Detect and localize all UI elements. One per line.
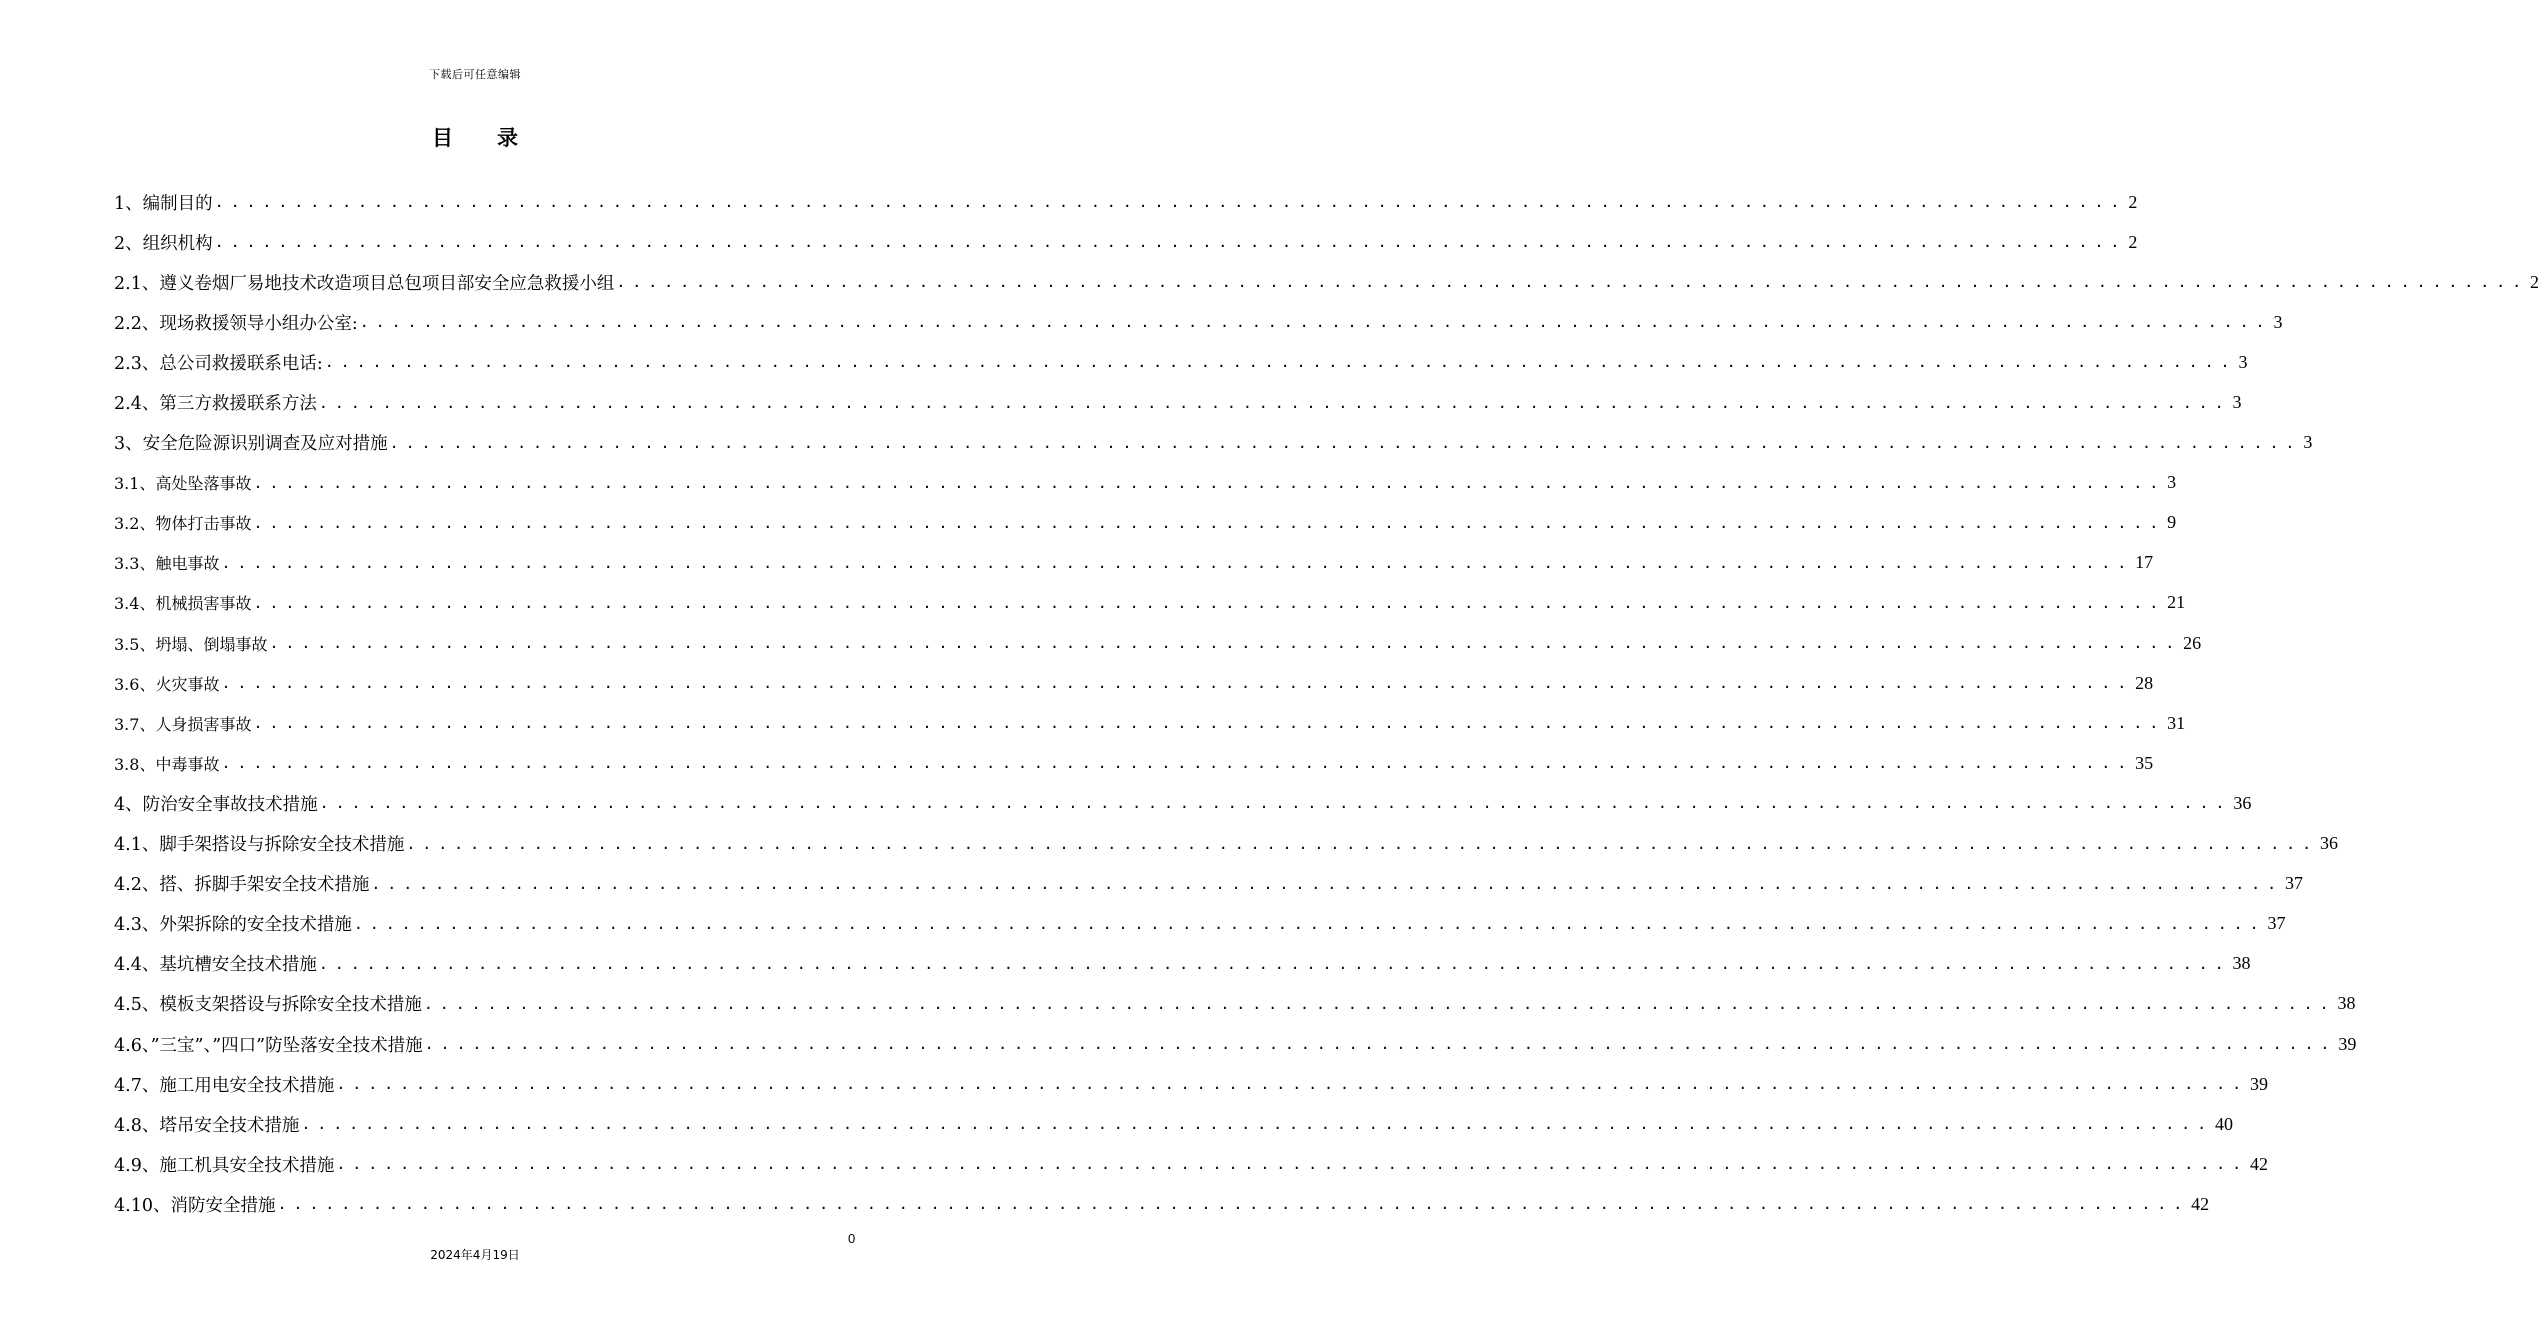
page-title: 目录: [432, 126, 562, 150]
toc-entry-page: 28: [2135, 672, 2154, 693]
toc-entry[interactable]: [114, 1184, 2210, 1224]
toc-entry-page: 17: [2135, 552, 2154, 573]
toc-entry[interactable]: [114, 503, 2177, 543]
dot-leader: ........................................................................................................................: [406, 834, 2319, 853]
toc-entry-page: 2: [2128, 231, 2138, 252]
toc-entry-page: 35: [2135, 752, 2154, 773]
dot-leader: ........................................................................................................................: [269, 634, 2182, 653]
dot-leader: ........................................................................................................................: [214, 193, 2127, 212]
toc-entry[interactable]: [114, 342, 2248, 382]
dot-leader: ........................................................................................................................: [424, 1035, 2337, 1054]
dot-leader: ........................................................................................................................: [319, 794, 2232, 813]
dot-leader: ........................................................................................................................: [389, 433, 2302, 452]
toc-entry[interactable]: [114, 1064, 2269, 1104]
toc-entry[interactable]: [114, 864, 2304, 904]
toc-entry-page: 37: [2285, 873, 2304, 894]
toc-entry-page: 37: [2267, 913, 2286, 934]
dot-leader: ........................................................................................................................: [336, 1155, 2249, 1174]
toc-entry[interactable]: [114, 1024, 2357, 1064]
toc-entry-page: 38: [2232, 953, 2251, 974]
dot-leader: ........................................................................................................................: [353, 914, 2266, 933]
toc-entry-page: 26: [2183, 632, 2202, 653]
toc-entry[interactable]: [114, 1144, 2269, 1184]
toc-entry-label: 3.3、触电事故: [114, 554, 220, 574]
toc-entry[interactable]: [114, 583, 2186, 623]
toc-entry-page: 36: [2233, 792, 2252, 813]
toc-entry-page: 21: [2167, 592, 2186, 613]
dot-leader: ........................................................................................................................: [253, 593, 2166, 612]
toc-entry-page: 31: [2167, 712, 2186, 733]
toc-entry-page: 3: [2303, 432, 2313, 453]
dot-leader: ........................................................................................................................: [221, 674, 2134, 693]
dot-leader: ........................................................................................................................: [616, 273, 2529, 292]
toc-entry-page: 3: [2273, 311, 2283, 332]
toc-entry[interactable]: [114, 743, 2154, 783]
toc-entry-page: 3: [2167, 472, 2177, 493]
toc-entry[interactable]: [114, 302, 2283, 342]
toc-entry-page: 36: [2320, 833, 2339, 854]
toc-entry-label: 4.6、”三宝”、”四口”防坠落安全技术措施: [114, 1035, 423, 1056]
dot-leader: ........................................................................................................................: [277, 1195, 2190, 1214]
toc-entry-label: 4.3、外架拆除的安全技术措施: [114, 915, 352, 936]
toc-entry-label: 4.2、搭、拆脚手架安全技术措施: [114, 875, 370, 896]
dot-leader: ........................................................................................................................: [318, 393, 2231, 412]
toc-entry-page: 42: [2191, 1193, 2210, 1214]
toc-entry[interactable]: [114, 783, 2252, 823]
toc-entry[interactable]: [114, 904, 2286, 944]
toc-entry[interactable]: [114, 382, 2242, 422]
toc-entry-label: 3.5、坍塌、倒塌事故: [114, 634, 268, 654]
toc-entry[interactable]: [114, 623, 2202, 663]
toc-entry[interactable]: [114, 703, 2186, 743]
toc-entry-label: 4、防治安全事故技术措施: [114, 794, 318, 815]
toc-entry-page: 2: [2530, 271, 2539, 292]
table-of-contents: [114, 182, 2539, 1224]
toc-entry[interactable]: [114, 543, 2154, 583]
toc-entry[interactable]: [114, 262, 2539, 302]
toc-entry-label: 4.7、施工用电安全技术措施: [114, 1075, 335, 1096]
toc-entry-label: 2.4、第三方救援联系方法: [114, 394, 317, 415]
toc-entry-label: 3.1、高处坠落事故: [114, 474, 252, 494]
toc-entry-label: 3.8、中毒事故: [114, 754, 220, 774]
toc-entry[interactable]: [114, 824, 2339, 864]
toc-entry-page: 39: [2250, 1073, 2269, 1094]
toc-entry[interactable]: [114, 984, 2356, 1024]
toc-entry-page: 3: [2238, 351, 2248, 372]
toc-entry-page: 9: [2167, 512, 2177, 533]
dot-leader: ........................................................................................................................: [336, 1075, 2249, 1094]
toc-entry-label: 3.2、物体打击事故: [114, 514, 252, 534]
toc-entry-label: 4.8、塔吊安全技术措施: [114, 1115, 300, 1136]
footer-date: 2024年4月19日: [430, 1248, 520, 1262]
toc-entry[interactable]: [114, 663, 2154, 703]
toc-entry[interactable]: [114, 423, 2313, 463]
toc-entry-page: 2: [2128, 191, 2138, 212]
toc-entry-page: 39: [2338, 1033, 2357, 1054]
dot-leader: ........................................................................................................................: [301, 1115, 2214, 1134]
dot-leader: ........................................................................................................................: [423, 994, 2336, 1013]
page-number: 0: [848, 1231, 856, 1246]
dot-leader: ........................................................................................................................: [318, 954, 2231, 973]
toc-entry-page: 38: [2337, 993, 2356, 1014]
header-note: 下载后可任意编辑: [429, 68, 521, 81]
toc-entry[interactable]: [114, 944, 2251, 984]
toc-entry[interactable]: [114, 182, 2138, 222]
dot-leader: ........................................................................................................................: [221, 553, 2134, 572]
toc-entry-label: 4.9、施工机具安全技术措施: [114, 1155, 335, 1176]
dot-leader: ........................................................................................................................: [371, 874, 2284, 893]
toc-entry-label: 3、安全危险源识别调查及应对措施: [114, 434, 388, 455]
toc-entry-label: 4.1、脚手架搭设与拆除安全技术措施: [114, 835, 405, 856]
toc-entry-label: 4.10、消防安全措施: [114, 1195, 276, 1216]
toc-entry-label: 3.6、火灾事故: [114, 674, 220, 694]
dot-leader: ........................................................................................................................: [253, 473, 2166, 492]
toc-entry-label: 2.1、遵义卷烟厂易地技术改造项目总包项目部安全应急救援小组: [114, 273, 615, 294]
toc-entry-label: 2.3、总公司救援联系电话:: [114, 353, 323, 374]
dot-leader: ........................................................................................................................: [221, 754, 2134, 773]
toc-entry-page: 3: [2232, 392, 2242, 413]
dot-leader: ........................................................................................................................: [253, 513, 2166, 532]
dot-leader: ........................................................................................................................: [359, 313, 2272, 332]
toc-entry[interactable]: [114, 222, 2138, 262]
toc-entry-label: 3.4、机械损害事故: [114, 594, 252, 614]
toc-entry-page: 40: [2215, 1113, 2234, 1134]
toc-entry-label: 3.7、人身损害事故: [114, 714, 252, 734]
dot-leader: ........................................................................................................................: [253, 714, 2166, 733]
toc-entry-label: 4.4、基坑槽安全技术措施: [114, 955, 317, 976]
toc-entry-label: 2.2、现场救援领导小组办公室:: [114, 313, 358, 334]
toc-entry-label: 1、编制目的: [114, 193, 213, 214]
toc-entry-label: 2、组织机构: [114, 233, 213, 254]
toc-entry[interactable]: [114, 1104, 2234, 1144]
toc-entry[interactable]: [114, 463, 2177, 503]
dot-leader: ........................................................................................................................: [324, 353, 2237, 372]
toc-entry-label: 4.5、模板支架搭设与拆除安全技术措施: [114, 995, 422, 1016]
toc-entry-page: 42: [2250, 1153, 2269, 1174]
dot-leader: ........................................................................................................................: [214, 233, 2127, 252]
